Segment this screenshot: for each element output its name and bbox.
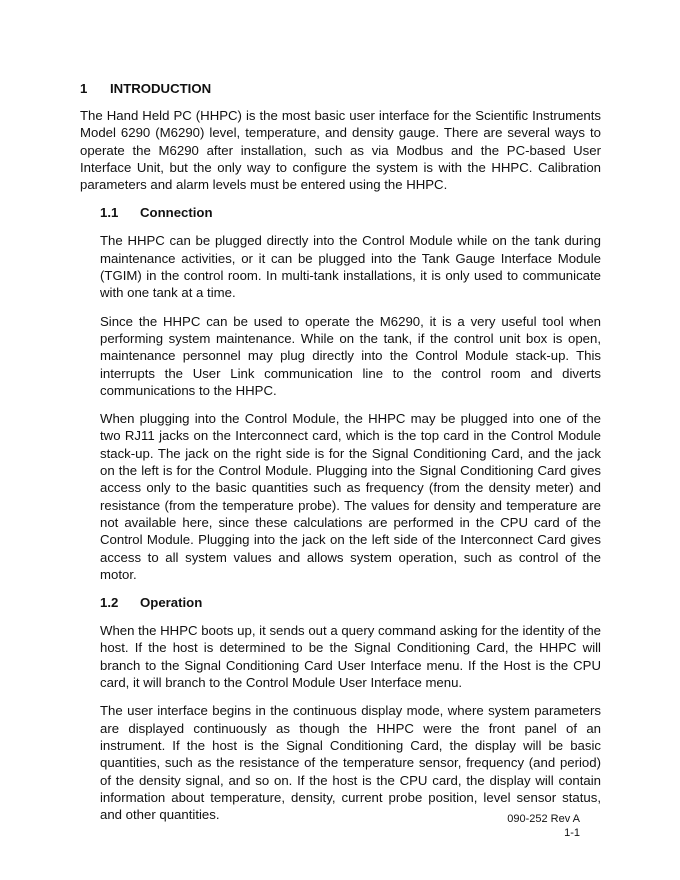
section-heading: [80, 80, 601, 97]
subsection-heading: [100, 594, 601, 611]
page-footer: [507, 812, 580, 840]
subsection-heading: [100, 204, 601, 221]
section-title: INTRODUCTION: [110, 81, 212, 96]
paragraph: When plugging into the Control Module, the HHPC may be plugged into one of the two RJ11 jacks on the Interconnect card, which is the top card in the Control Module stack-up. The jack on the right side is for the Signal Conditioning Card, and the jack on the left is for the Control Module. Plugging into the Signal Conditioning Card gives access only to the basic quantities such as frequency (from the density meter) and resistance (from the temperature probe). The values for density and temperature are not available here, since these calculations are performed in the CPU card of the Control Module. Plugging into the jack on the left side of the Interconnect Card gives access to all system values and allows system operation, such as control of the motor.: [100, 411, 601, 582]
document-number: 090-252 Rev A: [507, 813, 580, 825]
subsection-number: 1.2: [100, 595, 119, 611]
paragraph: The HHPC can be plugged directly into the Control Module while on the tank during maintenance activities, or it can be plugged into the Tank Gauge Interface Module (TGIM) in the control room. In multi-tank installations, it is only used to communicate with one tank at a time.: [100, 233, 601, 301]
paragraph: The user interface begins in the continuous display mode, where system parameters are displayed continuously as though the HHPC were the front panel of an instrument. If the host is the Signal Conditioning Card, the display will be basic quantities, such as the resistance of the temperature sensor, frequency (and period) of the density signal, and so on. If the host is the CPU card, the display will contain information about temperature, density, current probe position, level sensor status, and other quantities.: [100, 703, 601, 823]
section-number: 1: [80, 81, 88, 96]
page-number: 1-1: [564, 827, 580, 839]
subsection-title: Connection: [140, 205, 213, 221]
paragraph: When the HHPC boots up, it sends out a query command asking for the identity of the host. If the host is determined to be the Signal Conditioning Card, the HHPC will branch to the Signal Conditioning Card User Interface menu. If the Host is the CPU card, it will branch to the Control Module User Interface menu.: [100, 623, 601, 691]
subsection-number: 1.1: [100, 205, 119, 221]
subsection-body: [100, 622, 601, 823]
subsection-title: Operation: [140, 595, 203, 611]
intro-paragraph: The Hand Held PC (HHPC) is the most basic user interface for the Scientific Instruments Model 6290 (M6290) level, temperature, and density gauge. There are several ways to operate the M6290 after installation, such as via Modbus and the PC-based User Interface Unit, but the only way to configure the system is with the HHPC. Calibration parameters and alarm levels must be entered using the HHPC.: [80, 108, 601, 193]
subsection-body: [100, 232, 601, 583]
paragraph: Since the HHPC can be used to operate the M6290, it is a very useful tool when performing system maintenance. While on the tank, if the control unit box is open, maintenance personnel may plug directly into the Control Module stack-up. This interrupts the User Link communication line to the control room and diverts communications to the HHPC.: [100, 313, 601, 398]
document-page: [80, 80, 601, 834]
